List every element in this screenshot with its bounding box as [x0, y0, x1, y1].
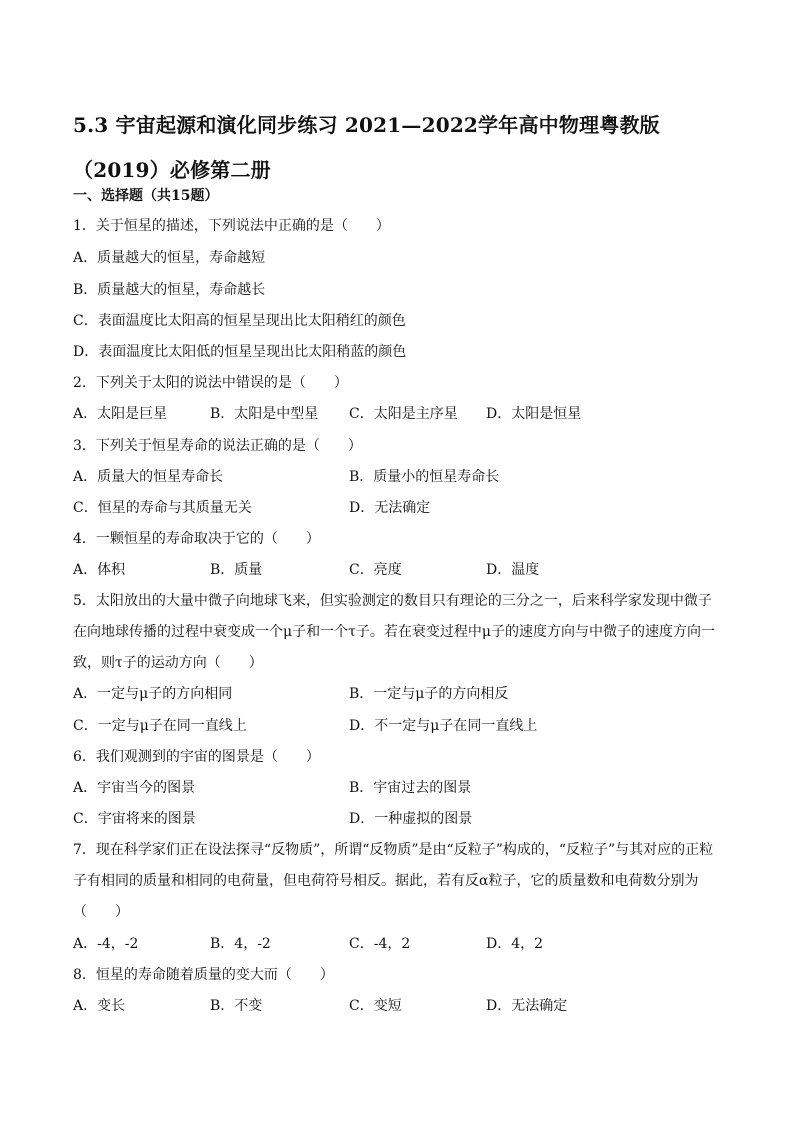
question-4-option-d: D．温度 [486, 562, 540, 578]
question-2-option-b: B．太阳是中型星 [210, 406, 319, 422]
question-3-option-a: A．质量大的恒星寿命长 [73, 469, 224, 485]
question-8-option-b: B．不变 [210, 998, 263, 1014]
question-3-stem: 3．下列关于恒星寿命的说法正确的是（ ） [73, 438, 362, 454]
question-1-option-c: C．表面温度比太阳高的恒星呈现出比太阳稍红的颜色 [73, 313, 406, 329]
question-1-option-b: B．质量越大的恒星，寿命越长 [73, 282, 266, 298]
question-8-option-d: D．无法确定 [486, 998, 568, 1014]
question-8-option-a: A．变长 [73, 998, 126, 1014]
question-4-option-a: A．体积 [73, 562, 126, 578]
question-1-option-d: D．表面温度比太阳低的恒星呈现出比太阳稍蓝的颜色 [73, 344, 407, 360]
question-7-option-b: B．4，-2 [210, 936, 271, 952]
question-1-stem: 1．关于恒星的描述，下列说法中正确的是（ ） [73, 218, 390, 234]
question-7-stem: 7．现在科学家们正在设法探寻“反物质”，所谓“反物质”是由“反粒子”构成的，“反粒子”与其对应的正粒子有相同的质量和相同的电荷量，但电荷符号相反。据此，若有反α粒子，它的质量数和电荷数分别为（ ） [73, 842, 714, 920]
question-7-option-a: A．-4，-2 [73, 936, 139, 952]
question-8-option-c: C．变短 [349, 998, 402, 1014]
question-7-option-d: D．4，2 [486, 936, 544, 952]
question-5-option-d: D．不一定与μ子在同一直线上 [349, 718, 538, 734]
question-5-option-b: B．一定与μ子的方向相反 [349, 686, 509, 702]
question-6-stem: 6．我们观测到的宇宙的图景是（ ） [73, 749, 320, 765]
question-7-option-c: C．-4，2 [349, 936, 411, 952]
question-6-option-d: D．一种虚拟的图景 [349, 811, 473, 827]
question-3-option-d: D．无法确定 [349, 500, 431, 516]
question-2-stem: 2．下列关于太阳的说法中错误的是（ ） [73, 375, 348, 391]
question-5-stem: 5．太阳放出的大量中微子向地球飞来，但实验测定的数目只有理论的三分之一，后来科学家发现中微子在向地球传播的过程中衰变成一个μ子和一个τ子。若在衰变过程中μ子的速度方向与中微子的速度方向一致，则τ子的运动方向（ ） [73, 593, 715, 671]
question-5-option-a: A．一定与μ子的方向相同 [73, 686, 233, 702]
question-4-option-c: C．亮度 [349, 562, 402, 578]
question-2-option-d: D．太阳是恒星 [486, 406, 582, 422]
section-heading: 一、选择题（共15题） [73, 188, 219, 204]
question-8-stem: 8．恒星的寿命随着质量的变大而（ ） [73, 967, 334, 983]
question-6-option-c: C．宇宙将来的图景 [73, 811, 196, 827]
question-4-stem: 4．一颗恒星的寿命取决于它的（ ） [73, 531, 320, 547]
question-5-option-c: C．一定与μ子在同一直线上 [73, 718, 247, 734]
question-1-option-a: A．质量越大的恒星，寿命越短 [73, 250, 266, 266]
question-2-option-c: C．太阳是主序星 [349, 406, 458, 422]
question-2-option-a: A．太阳是巨星 [73, 406, 168, 422]
question-6-option-a: A．宇宙当今的图景 [73, 780, 196, 796]
question-4-option-b: B．质量 [210, 562, 263, 578]
question-3-option-b: B．质量小的恒星寿命长 [349, 469, 500, 485]
question-3-option-c: C．恒星的寿命与其质量无关 [73, 500, 252, 516]
document-title: 5.3 宇宙起源和演化同步练习 2021—2022学年高中物理粤教版（2019）必修第二册 [73, 113, 660, 182]
question-6-option-b: B．宇宙过去的图景 [349, 780, 472, 796]
